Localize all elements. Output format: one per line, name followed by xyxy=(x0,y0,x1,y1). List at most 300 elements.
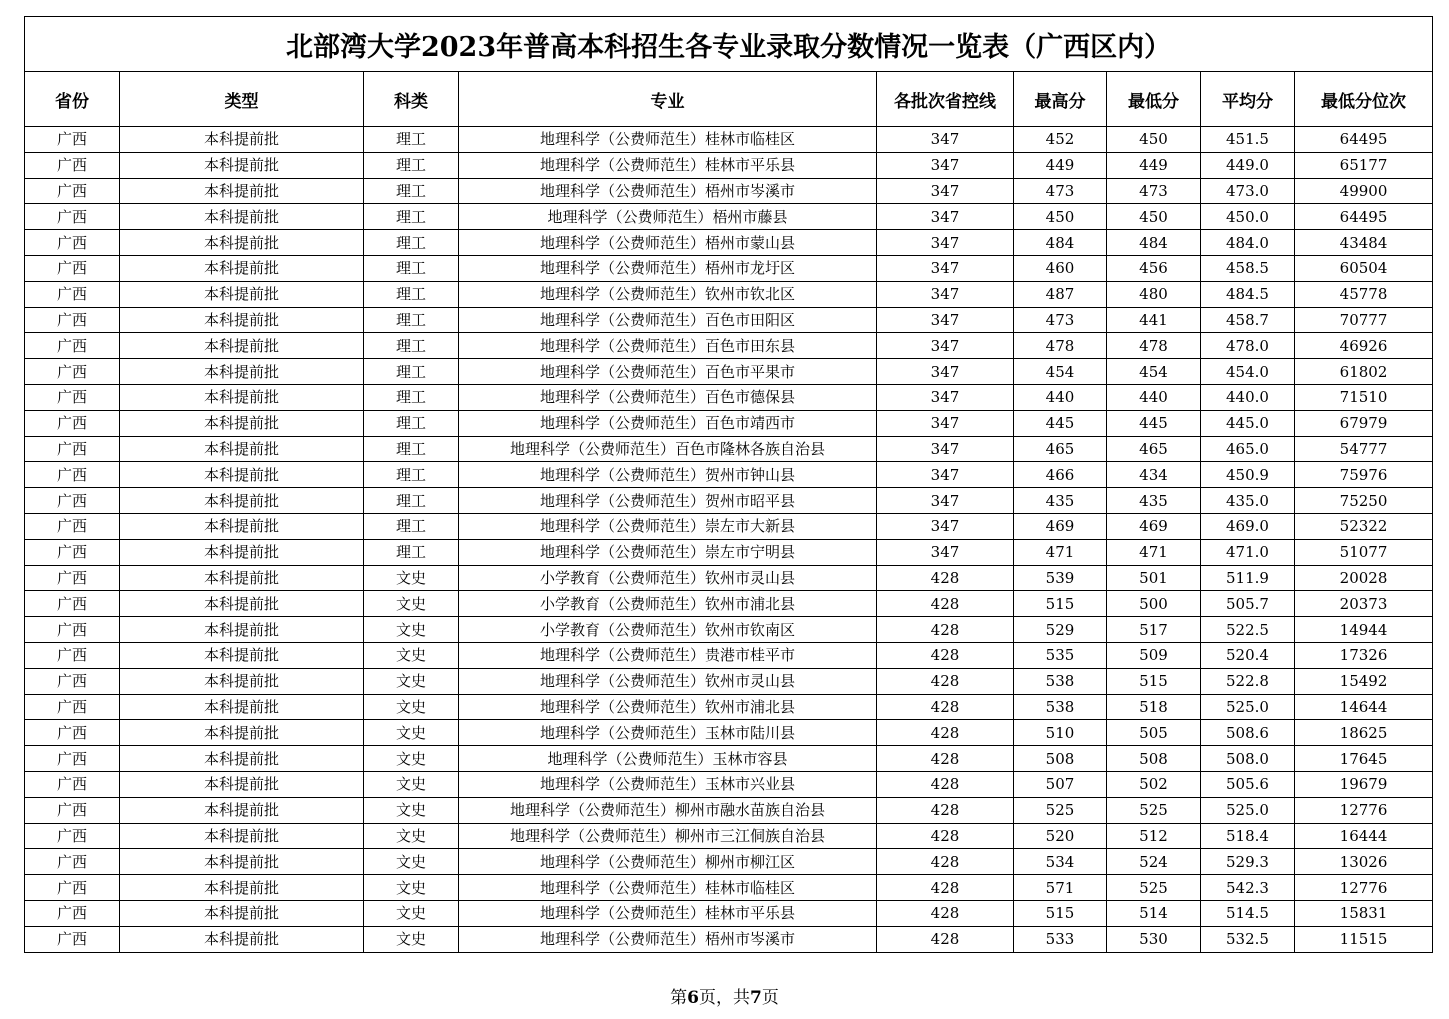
cell-max-score: 507 xyxy=(1014,771,1107,797)
footer-middle: 页，共 xyxy=(699,988,750,1008)
cell-type: 本科提前批 xyxy=(120,462,364,488)
cell-category: 理工 xyxy=(364,281,459,307)
cell-min-rank: 64495 xyxy=(1295,127,1433,153)
table-row xyxy=(25,617,1433,643)
cell-max-score: 538 xyxy=(1014,694,1107,720)
cell-min-rank: 60504 xyxy=(1295,255,1433,281)
cell-max-score: 520 xyxy=(1014,823,1107,849)
cell-min-score: 441 xyxy=(1107,307,1201,333)
cell-major: 地理科学（公费师范生）玉林市容县 xyxy=(459,746,877,772)
table-row xyxy=(25,668,1433,694)
cell-min-rank: 61802 xyxy=(1295,359,1433,385)
cell-avg-score: 451.5 xyxy=(1201,127,1295,153)
cell-min-score: 512 xyxy=(1107,823,1201,849)
table-row xyxy=(25,694,1433,720)
cell-avg-score: 511.9 xyxy=(1201,565,1295,591)
cell-min-score: 445 xyxy=(1107,410,1201,436)
cell-type: 本科提前批 xyxy=(120,771,364,797)
cell-major: 地理科学（公费师范生）百色市田阳区 xyxy=(459,307,877,333)
cell-control-line: 428 xyxy=(877,823,1014,849)
cell-category: 理工 xyxy=(364,178,459,204)
cell-major: 地理科学（公费师范生）梧州市岑溪市 xyxy=(459,926,877,952)
table-row xyxy=(25,384,1433,410)
admission-table-sheet xyxy=(24,16,1432,953)
cell-min-rank: 46926 xyxy=(1295,333,1433,359)
table-row xyxy=(25,178,1433,204)
cell-min-rank: 13026 xyxy=(1295,849,1433,875)
cell-min-score: 525 xyxy=(1107,875,1201,901)
cell-max-score: 440 xyxy=(1014,384,1107,410)
cell-control-line: 428 xyxy=(877,617,1014,643)
cell-category: 文史 xyxy=(364,746,459,772)
cell-type: 本科提前批 xyxy=(120,720,364,746)
cell-control-line: 428 xyxy=(877,900,1014,926)
table-row xyxy=(25,642,1433,668)
cell-category: 文史 xyxy=(364,849,459,875)
cell-type: 本科提前批 xyxy=(120,539,364,565)
cell-category: 文史 xyxy=(364,642,459,668)
cell-max-score: 538 xyxy=(1014,668,1107,694)
table-row xyxy=(25,488,1433,514)
cell-category: 理工 xyxy=(364,462,459,488)
cell-min-score: 525 xyxy=(1107,797,1201,823)
cell-min-score: 514 xyxy=(1107,900,1201,926)
cell-major: 地理科学（公费师范生）梧州市龙圩区 xyxy=(459,255,877,281)
cell-min-score: 501 xyxy=(1107,565,1201,591)
table-row xyxy=(25,565,1433,591)
cell-major: 地理科学（公费师范生）梧州市藤县 xyxy=(459,204,877,230)
cell-type: 本科提前批 xyxy=(120,875,364,901)
cell-control-line: 347 xyxy=(877,359,1014,385)
footer-total-pages: 7 xyxy=(750,988,762,1008)
cell-province: 广西 xyxy=(25,849,120,875)
cell-min-rank: 43484 xyxy=(1295,230,1433,256)
cell-avg-score: 532.5 xyxy=(1201,926,1295,952)
cell-control-line: 428 xyxy=(877,720,1014,746)
cell-max-score: 571 xyxy=(1014,875,1107,901)
cell-avg-score: 514.5 xyxy=(1201,900,1295,926)
cell-category: 理工 xyxy=(364,230,459,256)
cell-avg-score: 542.3 xyxy=(1201,875,1295,901)
cell-type: 本科提前批 xyxy=(120,410,364,436)
cell-province: 广西 xyxy=(25,668,120,694)
header-avg-score: 平均分 xyxy=(1201,72,1295,127)
cell-min-score: 515 xyxy=(1107,668,1201,694)
table-row xyxy=(25,900,1433,926)
cell-major: 地理科学（公费师范生）崇左市宁明县 xyxy=(459,539,877,565)
cell-major: 地理科学（公费师范生）钦州市钦北区 xyxy=(459,281,877,307)
cell-type: 本科提前批 xyxy=(120,900,364,926)
table-row xyxy=(25,462,1433,488)
cell-max-score: 533 xyxy=(1014,926,1107,952)
cell-category: 文史 xyxy=(364,720,459,746)
cell-min-score: 471 xyxy=(1107,539,1201,565)
cell-min-rank: 71510 xyxy=(1295,384,1433,410)
cell-avg-score: 505.6 xyxy=(1201,771,1295,797)
cell-type: 本科提前批 xyxy=(120,565,364,591)
cell-max-score: 508 xyxy=(1014,746,1107,772)
cell-type: 本科提前批 xyxy=(120,591,364,617)
cell-control-line: 428 xyxy=(877,746,1014,772)
cell-province: 广西 xyxy=(25,617,120,643)
table-row xyxy=(25,410,1433,436)
cell-avg-score: 505.7 xyxy=(1201,591,1295,617)
cell-avg-score: 450.9 xyxy=(1201,462,1295,488)
cell-avg-score: 471.0 xyxy=(1201,539,1295,565)
cell-category: 理工 xyxy=(364,513,459,539)
cell-province: 广西 xyxy=(25,462,120,488)
cell-control-line: 428 xyxy=(877,694,1014,720)
cell-min-score: 434 xyxy=(1107,462,1201,488)
cell-min-rank: 14944 xyxy=(1295,617,1433,643)
cell-min-rank: 17645 xyxy=(1295,746,1433,772)
cell-min-score: 518 xyxy=(1107,694,1201,720)
cell-max-score: 478 xyxy=(1014,333,1107,359)
cell-type: 本科提前批 xyxy=(120,307,364,333)
cell-min-rank: 16444 xyxy=(1295,823,1433,849)
column-header-row xyxy=(25,72,1433,127)
cell-major: 地理科学（公费师范生）桂林市平乐县 xyxy=(459,900,877,926)
table-row xyxy=(25,539,1433,565)
cell-major: 地理科学（公费师范生）贵港市桂平市 xyxy=(459,642,877,668)
cell-min-score: 484 xyxy=(1107,230,1201,256)
table-row xyxy=(25,333,1433,359)
cell-major: 地理科学（公费师范生）桂林市临桂区 xyxy=(459,875,877,901)
cell-province: 广西 xyxy=(25,359,120,385)
cell-type: 本科提前批 xyxy=(120,384,364,410)
cell-min-rank: 19679 xyxy=(1295,771,1433,797)
cell-max-score: 534 xyxy=(1014,849,1107,875)
header-min-rank: 最低分位次 xyxy=(1295,72,1433,127)
cell-avg-score: 445.0 xyxy=(1201,410,1295,436)
cell-province: 广西 xyxy=(25,900,120,926)
cell-control-line: 428 xyxy=(877,771,1014,797)
cell-max-score: 471 xyxy=(1014,539,1107,565)
cell-category: 文史 xyxy=(364,823,459,849)
cell-min-score: 509 xyxy=(1107,642,1201,668)
cell-control-line: 428 xyxy=(877,565,1014,591)
cell-min-rank: 52322 xyxy=(1295,513,1433,539)
admission-score-table xyxy=(24,16,1433,953)
cell-avg-score: 454.0 xyxy=(1201,359,1295,385)
cell-max-score: 535 xyxy=(1014,642,1107,668)
table-row xyxy=(25,591,1433,617)
cell-min-rank: 54777 xyxy=(1295,436,1433,462)
cell-control-line: 428 xyxy=(877,849,1014,875)
cell-control-line: 347 xyxy=(877,539,1014,565)
table-row xyxy=(25,230,1433,256)
cell-max-score: 469 xyxy=(1014,513,1107,539)
cell-control-line: 347 xyxy=(877,307,1014,333)
cell-category: 文史 xyxy=(364,694,459,720)
cell-major: 地理科学（公费师范生）百色市德保县 xyxy=(459,384,877,410)
cell-min-rank: 18625 xyxy=(1295,720,1433,746)
cell-min-score: 505 xyxy=(1107,720,1201,746)
cell-max-score: 450 xyxy=(1014,204,1107,230)
cell-province: 广西 xyxy=(25,230,120,256)
cell-major: 地理科学（公费师范生）百色市隆林各族自治县 xyxy=(459,436,877,462)
cell-province: 广西 xyxy=(25,771,120,797)
cell-type: 本科提前批 xyxy=(120,513,364,539)
cell-min-rank: 20028 xyxy=(1295,565,1433,591)
cell-avg-score: 525.0 xyxy=(1201,694,1295,720)
cell-max-score: 473 xyxy=(1014,178,1107,204)
cell-major: 地理科学（公费师范生）柳州市融水苗族自治县 xyxy=(459,797,877,823)
cell-max-score: 529 xyxy=(1014,617,1107,643)
cell-category: 理工 xyxy=(364,539,459,565)
cell-major: 地理科学（公费师范生）贺州市钟山县 xyxy=(459,462,877,488)
cell-avg-score: 478.0 xyxy=(1201,333,1295,359)
cell-min-rank: 45778 xyxy=(1295,281,1433,307)
cell-type: 本科提前批 xyxy=(120,849,364,875)
cell-control-line: 347 xyxy=(877,488,1014,514)
cell-province: 广西 xyxy=(25,255,120,281)
cell-max-score: 449 xyxy=(1014,152,1107,178)
cell-min-rank: 15492 xyxy=(1295,668,1433,694)
cell-category: 理工 xyxy=(364,152,459,178)
cell-control-line: 428 xyxy=(877,875,1014,901)
cell-max-score: 539 xyxy=(1014,565,1107,591)
cell-min-score: 473 xyxy=(1107,178,1201,204)
cell-min-rank: 14644 xyxy=(1295,694,1433,720)
footer-page-number: 6 xyxy=(687,988,699,1008)
cell-category: 文史 xyxy=(364,771,459,797)
cell-control-line: 428 xyxy=(877,668,1014,694)
cell-control-line: 347 xyxy=(877,462,1014,488)
cell-min-rank: 49900 xyxy=(1295,178,1433,204)
cell-category: 理工 xyxy=(364,410,459,436)
cell-min-score: 502 xyxy=(1107,771,1201,797)
cell-max-score: 525 xyxy=(1014,797,1107,823)
cell-min-score: 530 xyxy=(1107,926,1201,952)
cell-major: 地理科学（公费师范生）钦州市灵山县 xyxy=(459,668,877,694)
cell-category: 理工 xyxy=(364,127,459,153)
table-row xyxy=(25,823,1433,849)
cell-min-rank: 20373 xyxy=(1295,591,1433,617)
cell-max-score: 473 xyxy=(1014,307,1107,333)
table-row xyxy=(25,255,1433,281)
cell-type: 本科提前批 xyxy=(120,926,364,952)
cell-type: 本科提前批 xyxy=(120,694,364,720)
header-major: 专业 xyxy=(459,72,877,127)
cell-category: 理工 xyxy=(364,307,459,333)
cell-province: 广西 xyxy=(25,152,120,178)
cell-category: 文史 xyxy=(364,926,459,952)
cell-major: 小学教育（公费师范生）钦州市钦南区 xyxy=(459,617,877,643)
cell-category: 文史 xyxy=(364,565,459,591)
cell-type: 本科提前批 xyxy=(120,230,364,256)
cell-category: 文史 xyxy=(364,797,459,823)
cell-category: 理工 xyxy=(364,255,459,281)
cell-min-rank: 11515 xyxy=(1295,926,1433,952)
cell-control-line: 347 xyxy=(877,255,1014,281)
cell-avg-score: 450.0 xyxy=(1201,204,1295,230)
cell-type: 本科提前批 xyxy=(120,333,364,359)
cell-category: 理工 xyxy=(364,204,459,230)
cell-major: 地理科学（公费师范生）梧州市蒙山县 xyxy=(459,230,877,256)
cell-type: 本科提前批 xyxy=(120,204,364,230)
cell-major: 地理科学（公费师范生）百色市田东县 xyxy=(459,333,877,359)
cell-control-line: 347 xyxy=(877,513,1014,539)
cell-type: 本科提前批 xyxy=(120,797,364,823)
cell-max-score: 515 xyxy=(1014,900,1107,926)
cell-major: 地理科学（公费师范生）桂林市临桂区 xyxy=(459,127,877,153)
cell-min-rank: 75250 xyxy=(1295,488,1433,514)
cell-control-line: 428 xyxy=(877,926,1014,952)
cell-type: 本科提前批 xyxy=(120,359,364,385)
cell-major: 地理科学（公费师范生）崇左市大新县 xyxy=(459,513,877,539)
cell-province: 广西 xyxy=(25,823,120,849)
cell-avg-score: 440.0 xyxy=(1201,384,1295,410)
cell-min-rank: 64495 xyxy=(1295,204,1433,230)
cell-max-score: 454 xyxy=(1014,359,1107,385)
cell-category: 理工 xyxy=(364,488,459,514)
cell-type: 本科提前批 xyxy=(120,178,364,204)
cell-category: 理工 xyxy=(364,359,459,385)
cell-province: 广西 xyxy=(25,281,120,307)
cell-avg-score: 458.7 xyxy=(1201,307,1295,333)
header-min-score: 最低分 xyxy=(1107,72,1201,127)
cell-avg-score: 484.0 xyxy=(1201,230,1295,256)
table-row xyxy=(25,746,1433,772)
footer-suffix: 页 xyxy=(761,988,779,1008)
cell-max-score: 435 xyxy=(1014,488,1107,514)
cell-province: 广西 xyxy=(25,488,120,514)
cell-province: 广西 xyxy=(25,720,120,746)
cell-avg-score: 522.5 xyxy=(1201,617,1295,643)
cell-province: 广西 xyxy=(25,746,120,772)
cell-min-rank: 67979 xyxy=(1295,410,1433,436)
cell-control-line: 347 xyxy=(877,178,1014,204)
cell-province: 广西 xyxy=(25,307,120,333)
cell-min-score: 465 xyxy=(1107,436,1201,462)
cell-province: 广西 xyxy=(25,204,120,230)
cell-province: 广西 xyxy=(25,178,120,204)
cell-province: 广西 xyxy=(25,513,120,539)
cell-avg-score: 525.0 xyxy=(1201,797,1295,823)
cell-category: 文史 xyxy=(364,617,459,643)
cell-avg-score: 522.8 xyxy=(1201,668,1295,694)
cell-province: 广西 xyxy=(25,926,120,952)
cell-province: 广西 xyxy=(25,127,120,153)
table-row xyxy=(25,926,1433,952)
cell-avg-score: 469.0 xyxy=(1201,513,1295,539)
cell-avg-score: 458.5 xyxy=(1201,255,1295,281)
cell-province: 广西 xyxy=(25,642,120,668)
cell-major: 地理科学（公费师范生）玉林市陆川县 xyxy=(459,720,877,746)
cell-max-score: 445 xyxy=(1014,410,1107,436)
cell-min-rank: 51077 xyxy=(1295,539,1433,565)
cell-min-rank: 70777 xyxy=(1295,307,1433,333)
cell-type: 本科提前批 xyxy=(120,823,364,849)
cell-min-score: 449 xyxy=(1107,152,1201,178)
cell-min-score: 517 xyxy=(1107,617,1201,643)
cell-type: 本科提前批 xyxy=(120,436,364,462)
cell-control-line: 347 xyxy=(877,384,1014,410)
cell-type: 本科提前批 xyxy=(120,746,364,772)
cell-max-score: 466 xyxy=(1014,462,1107,488)
cell-control-line: 428 xyxy=(877,797,1014,823)
cell-avg-score: 508.6 xyxy=(1201,720,1295,746)
cell-major: 地理科学（公费师范生）百色市平果市 xyxy=(459,359,877,385)
cell-avg-score: 529.3 xyxy=(1201,849,1295,875)
cell-province: 广西 xyxy=(25,436,120,462)
table-row xyxy=(25,875,1433,901)
cell-control-line: 347 xyxy=(877,436,1014,462)
table-body xyxy=(25,127,1433,953)
cell-category: 文史 xyxy=(364,591,459,617)
cell-major: 地理科学（公费师范生）钦州市浦北县 xyxy=(459,694,877,720)
cell-province: 广西 xyxy=(25,694,120,720)
cell-min-rank: 75976 xyxy=(1295,462,1433,488)
cell-province: 广西 xyxy=(25,410,120,436)
cell-max-score: 484 xyxy=(1014,230,1107,256)
cell-avg-score: 520.4 xyxy=(1201,642,1295,668)
cell-province: 广西 xyxy=(25,797,120,823)
cell-min-score: 500 xyxy=(1107,591,1201,617)
table-row xyxy=(25,307,1433,333)
cell-major: 地理科学（公费师范生）桂林市平乐县 xyxy=(459,152,877,178)
table-row xyxy=(25,849,1433,875)
cell-type: 本科提前批 xyxy=(120,488,364,514)
cell-max-score: 465 xyxy=(1014,436,1107,462)
cell-min-score: 435 xyxy=(1107,488,1201,514)
cell-avg-score: 484.5 xyxy=(1201,281,1295,307)
cell-major: 地理科学（公费师范生）百色市靖西市 xyxy=(459,410,877,436)
cell-max-score: 487 xyxy=(1014,281,1107,307)
cell-min-rank: 12776 xyxy=(1295,797,1433,823)
cell-major: 小学教育（公费师范生）钦州市浦北县 xyxy=(459,591,877,617)
cell-avg-score: 435.0 xyxy=(1201,488,1295,514)
cell-control-line: 347 xyxy=(877,281,1014,307)
table-row xyxy=(25,359,1433,385)
cell-avg-score: 508.0 xyxy=(1201,746,1295,772)
cell-min-score: 450 xyxy=(1107,127,1201,153)
cell-province: 广西 xyxy=(25,591,120,617)
cell-avg-score: 449.0 xyxy=(1201,152,1295,178)
cell-control-line: 347 xyxy=(877,152,1014,178)
cell-min-score: 508 xyxy=(1107,746,1201,772)
cell-type: 本科提前批 xyxy=(120,642,364,668)
header-max-score: 最高分 xyxy=(1014,72,1107,127)
cell-min-rank: 12776 xyxy=(1295,875,1433,901)
cell-major: 地理科学（公费师范生）玉林市兴业县 xyxy=(459,771,877,797)
cell-avg-score: 465.0 xyxy=(1201,436,1295,462)
cell-major: 地理科学（公费师范生）贺州市昭平县 xyxy=(459,488,877,514)
cell-category: 理工 xyxy=(364,436,459,462)
cell-min-score: 450 xyxy=(1107,204,1201,230)
table-row xyxy=(25,127,1433,153)
table-row xyxy=(25,204,1433,230)
cell-province: 广西 xyxy=(25,539,120,565)
cell-type: 本科提前批 xyxy=(120,281,364,307)
cell-avg-score: 518.4 xyxy=(1201,823,1295,849)
cell-major: 小学教育（公费师范生）钦州市灵山县 xyxy=(459,565,877,591)
cell-min-score: 454 xyxy=(1107,359,1201,385)
cell-min-score: 456 xyxy=(1107,255,1201,281)
table-row xyxy=(25,281,1433,307)
cell-min-score: 524 xyxy=(1107,849,1201,875)
cell-max-score: 452 xyxy=(1014,127,1107,153)
header-type: 类型 xyxy=(120,72,364,127)
header-province: 省份 xyxy=(25,72,120,127)
cell-min-score: 440 xyxy=(1107,384,1201,410)
cell-control-line: 347 xyxy=(877,410,1014,436)
cell-province: 广西 xyxy=(25,565,120,591)
cell-control-line: 347 xyxy=(877,230,1014,256)
cell-type: 本科提前批 xyxy=(120,668,364,694)
cell-control-line: 428 xyxy=(877,642,1014,668)
